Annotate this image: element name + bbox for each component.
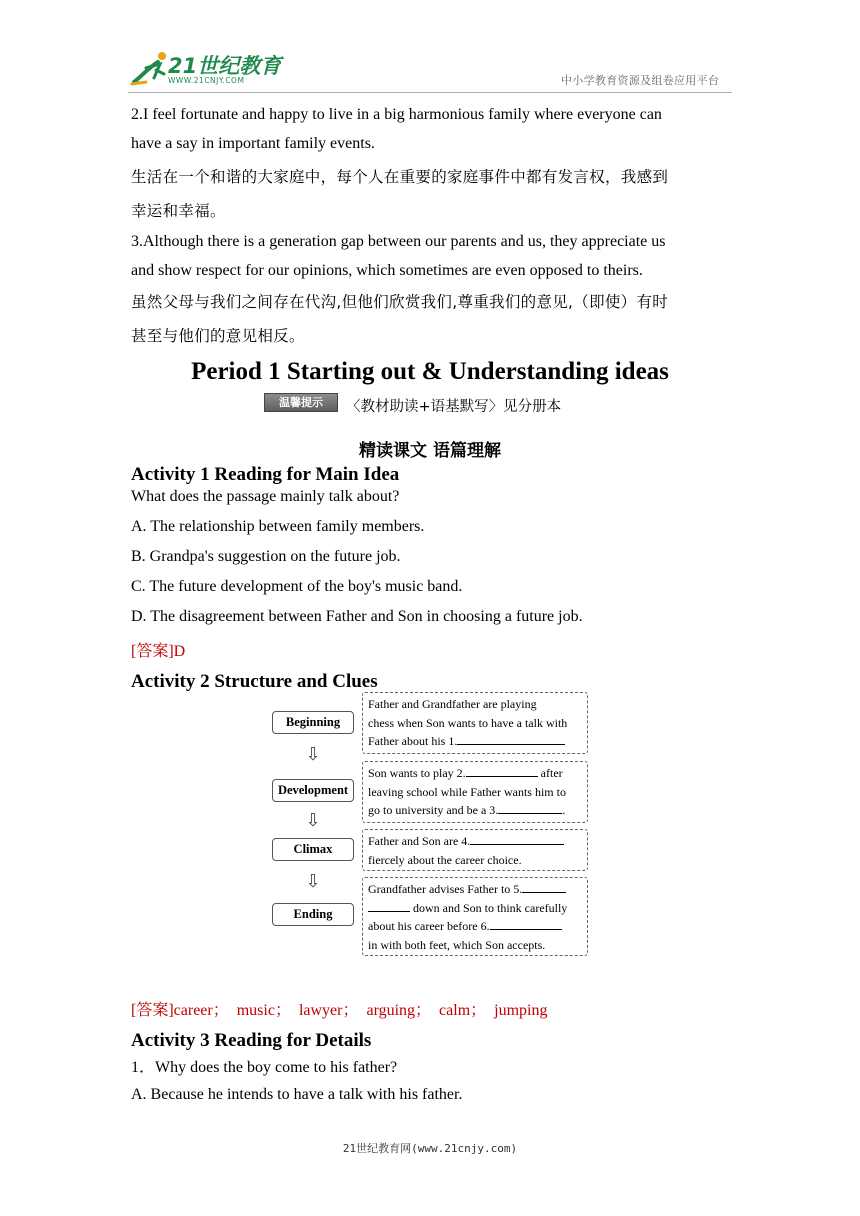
logo-text: 21世纪教育 (168, 54, 282, 78)
activity-3-question: 1．Why does the boy come to his father? (131, 1059, 398, 1076)
clue-ending: Grandfather advises Father to 5. down and Son to think carefully about his career before 6. in with both feet, which Son accepts. (362, 877, 588, 956)
blank-5 (522, 880, 566, 893)
activity-1-question: What does the passage mainly talk about? (131, 488, 400, 505)
tip-text: 〈教材助读+语基默写〉见分册本 (346, 399, 562, 415)
period-title: Period 1 Starting out & Understanding ideas (191, 358, 669, 385)
sentence-3-english: 3.Although there is a generation gap between our parents and us, they appreciate us and show respect for our opinions, which sometimes are even opposed to theirs. (131, 233, 666, 279)
option-a: A. The relationship between family members. (131, 518, 425, 535)
clue-beginning: Father and Grandfather are playing chess when Son wants to have a talk with Father about his 1. (362, 692, 588, 754)
activity-3-heading: Activity 3 Reading for Details (131, 1030, 372, 1051)
down-arrow-icon: ⇩ (305, 871, 321, 892)
option-c: C. The future development of the boy's music band. (131, 578, 463, 595)
blank-2 (466, 764, 538, 777)
blank-3 (498, 801, 562, 814)
stage-ending: Ending (272, 903, 354, 926)
activity-2-answer: [答案]career； music； lawyer； arguing； calm； jumping (131, 1002, 548, 1019)
activity-1-heading: Activity 1 Reading for Main Idea (131, 464, 400, 485)
footer: 21世纪教育网(www.21cnjy.com) (342, 1142, 518, 1155)
activity-3-option-a: A. Because he intends to have a talk with his father. (131, 1086, 463, 1103)
clue-development: Son wants to play 2. after leaving school while Father wants him to go to university and be a 3. . (362, 761, 588, 823)
activity-2-heading: Activity 2 Structure and Clues (131, 671, 378, 692)
header-divider (128, 92, 732, 93)
down-arrow-icon: ⇩ (305, 810, 321, 831)
sentence-2-chinese: 生活在一个和谐的大家庭中，每个人在重要的家庭事件中都有发言权，我感到 幸运和幸福。 (131, 168, 669, 220)
structure-diagram (268, 692, 592, 960)
down-arrow-icon: ⇩ (305, 744, 321, 765)
stage-climax: Climax (272, 838, 354, 861)
sentence-2-english: 2.I feel fortunate and happy to live in a big harmonious family where everyone can have a say in important family events. (131, 106, 662, 152)
activity-1-answer: [答案]D (131, 643, 186, 660)
sentence-3-chinese: 虽然父母与我们之间存在代沟,但他们欣赏我们,尊重我们的意见,（即使）有时 甚至与他们的意见相反。 (131, 293, 669, 345)
tip-badge: 温馨提示 (264, 393, 338, 412)
header-platform-text: 中小学教育资源及组卷应用平台 (561, 74, 720, 87)
stage-beginning: Beginning (272, 711, 354, 734)
blank-6 (490, 917, 562, 930)
clue-climax: Father and Son are 4. fiercely about the career choice. (362, 829, 588, 871)
section-title: 精读课文 语篇理解 (359, 441, 501, 461)
logo-url: WWW.21CNJY.COM (168, 76, 245, 85)
blank-1 (457, 732, 565, 745)
blank-4 (470, 832, 564, 845)
stage-development: Development (272, 779, 354, 802)
option-d: D. The disagreement between Father and Son in choosing a future job. (131, 608, 583, 625)
option-b: B. Grandpa's suggestion on the future job. (131, 548, 401, 565)
